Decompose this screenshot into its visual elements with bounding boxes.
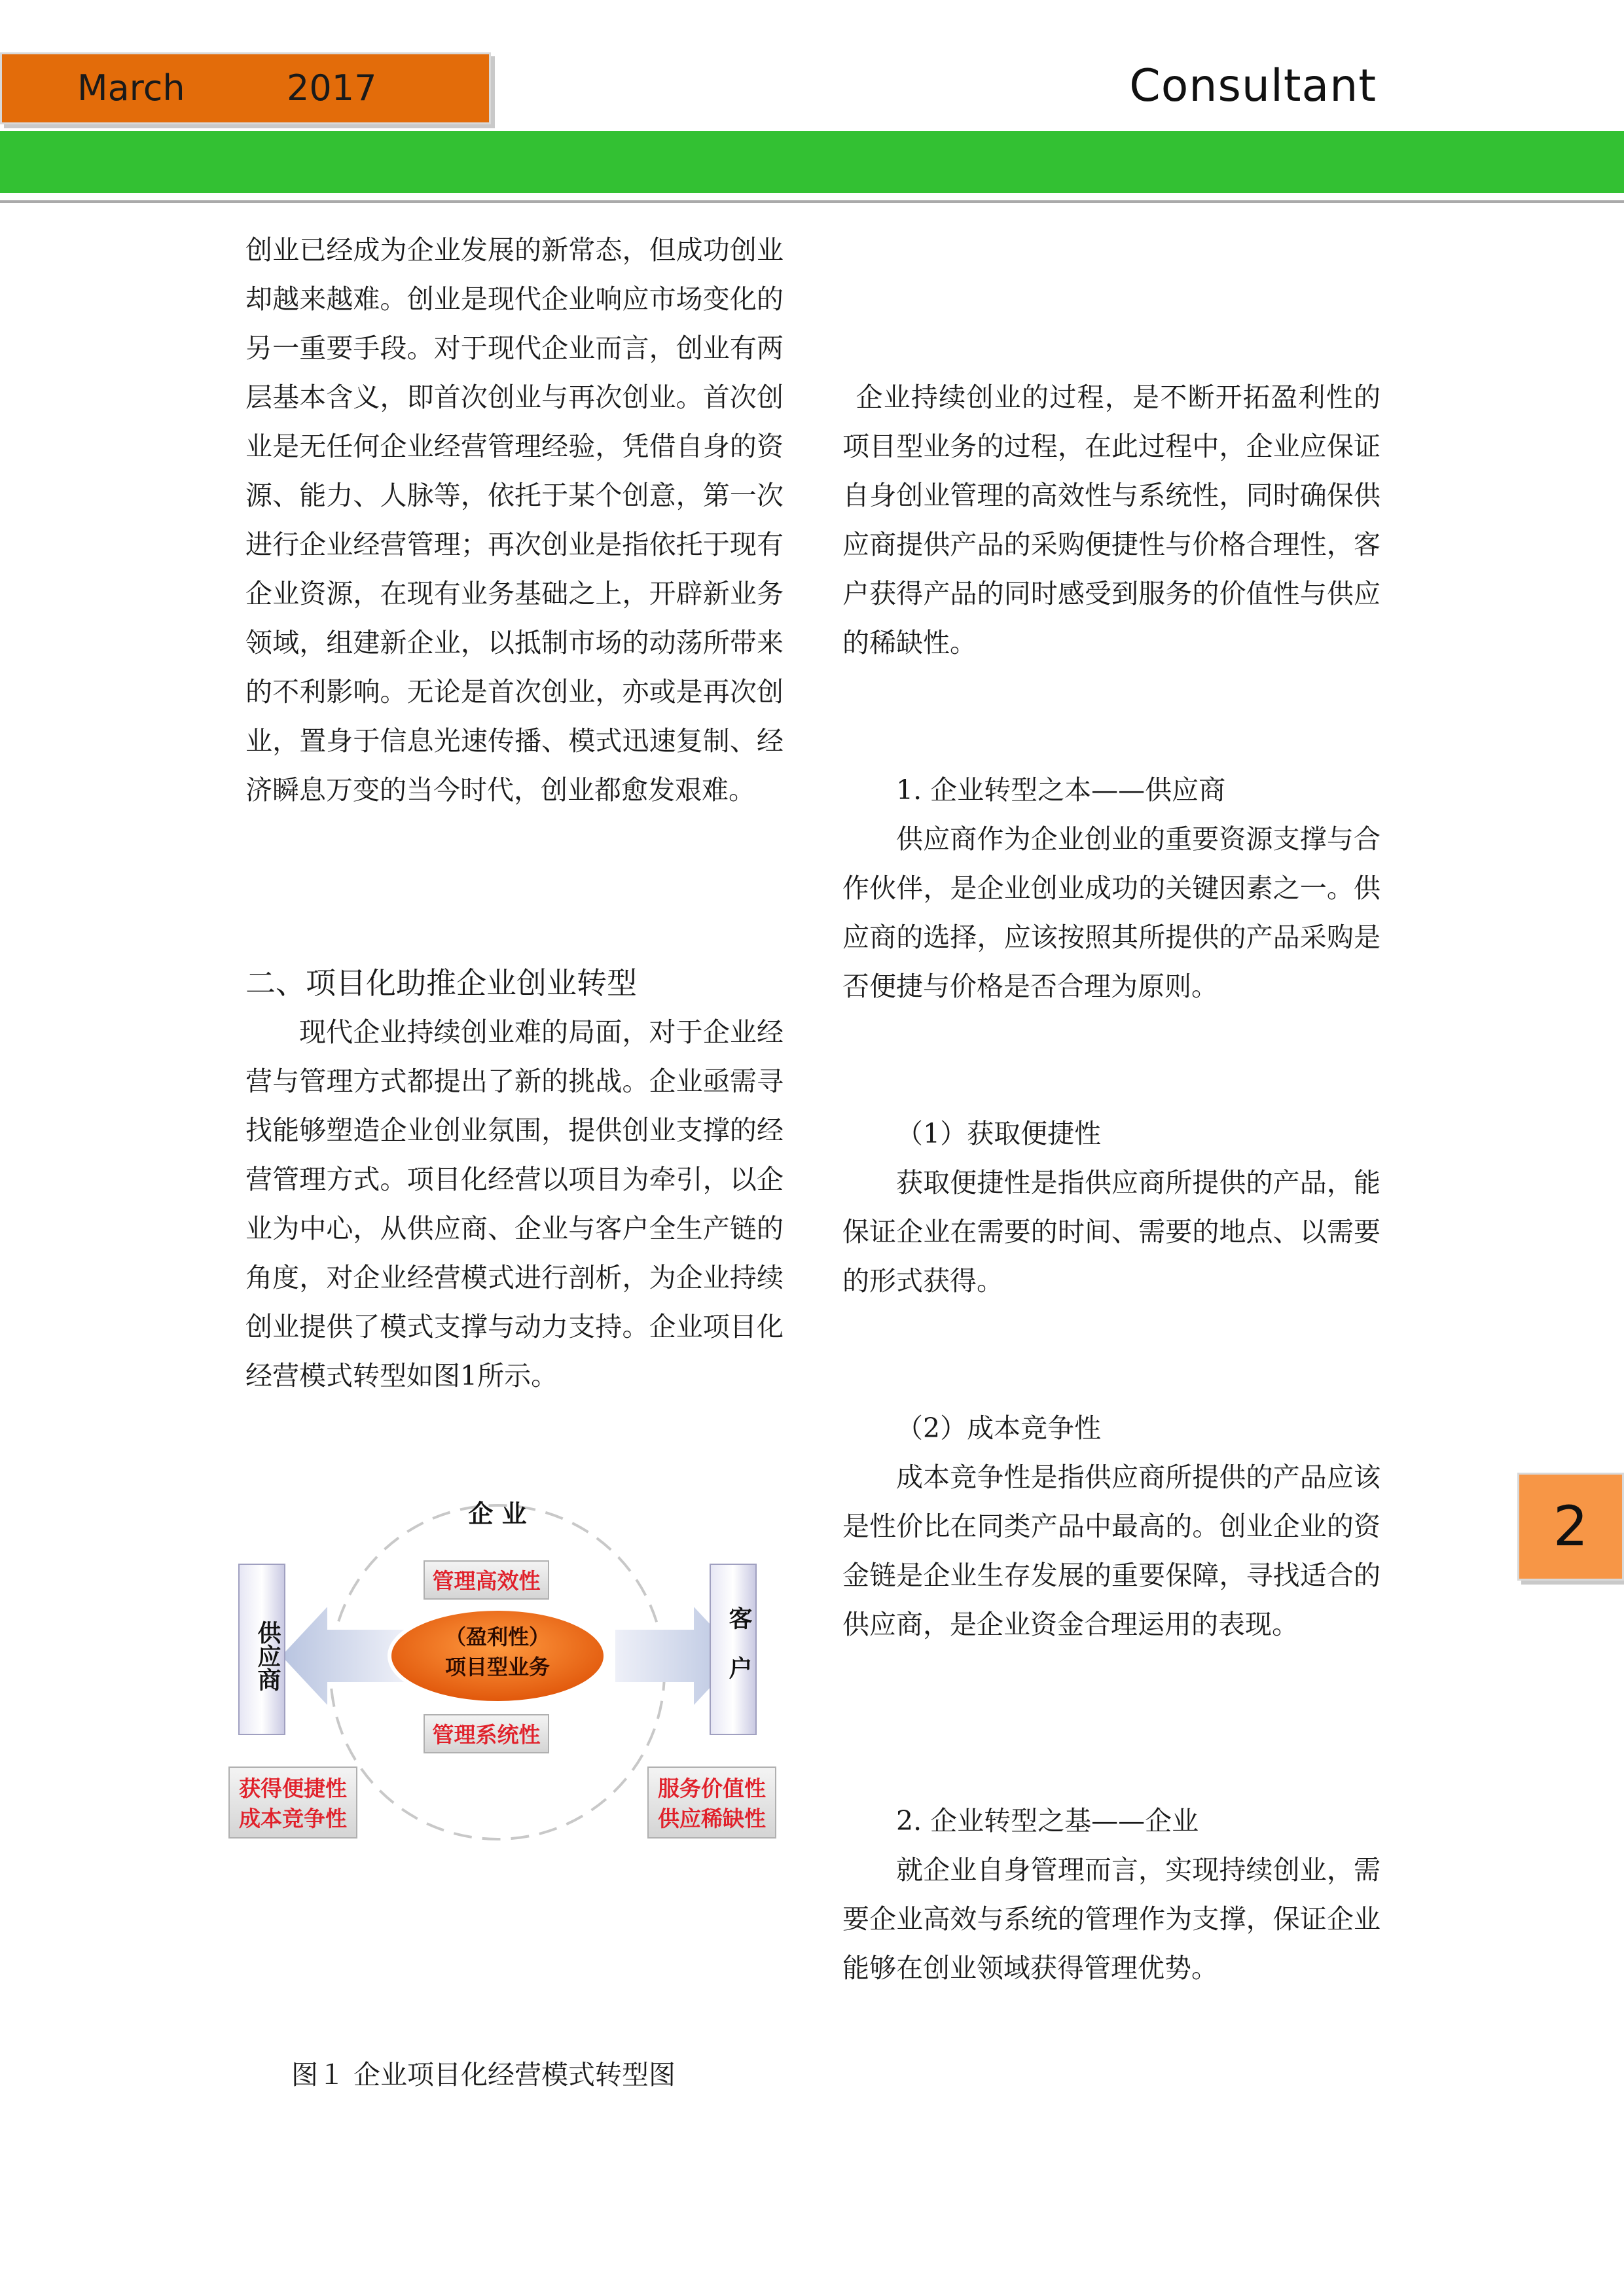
supplier-label: 供应商 bbox=[254, 1621, 281, 1691]
right-heading-4: 2. 企业转型之基——企业 bbox=[896, 1805, 1199, 1837]
mgmt-systematic-label: 管理系统性 bbox=[432, 1722, 541, 1748]
right-paragraph-4: 成本竞争性是指供应商所提供的产品应该是性价比在同类产品中最高的。创业企业的资金链是企业生存发展的重要保障，寻找适合的供应商，是企业资金合理运用的表现。 bbox=[842, 1462, 1380, 1640]
right-paragraph-2: 供应商作为企业创业的重要资源支撑与合作伙伴，是企业创业成功的关键因素之一。供应商的选择，应该按照其所提供的产品采购是否便捷与价格是否合理为原则。 bbox=[842, 823, 1380, 1002]
header-month: March bbox=[77, 67, 185, 109]
header-green-bar bbox=[0, 131, 1624, 193]
section-title: 二、项目化助推企业创业转型 bbox=[245, 965, 637, 1001]
date-tab bbox=[0, 52, 491, 124]
business-model-figure bbox=[216, 1466, 792, 1859]
mgmt-efficiency-label: 管理高效性 bbox=[432, 1568, 541, 1594]
enterprise-label: 企 业 bbox=[468, 1499, 527, 1528]
header-divider bbox=[0, 200, 1624, 203]
figure-caption: 图１ 企业项目化经营模式转型图 bbox=[291, 2059, 676, 2090]
right-paragraph-1: 企业持续创业的过程，是不断开拓盈利性的项目型业务的过程，在此过程中，企业应保证自身创业管理的高效性与系统性，同时确保供应商提供产品的采购便捷性与价格合理性，客户获得产品的同时感受到服务的价值性与供应的稀缺性。 bbox=[842, 382, 1380, 658]
arrow-to-supplier bbox=[281, 1607, 406, 1705]
page-number: 2 bbox=[1517, 1473, 1624, 1581]
right-heading-3: （2）成本竞争性 bbox=[896, 1412, 1102, 1444]
left-intro-paragraph: 创业已经成为企业发展的新常态，但成功创业却越来越难。创业是现代企业响应市场变化的另一重要手段。对于现代企业而言，创业有两层基本含义，即首次创业与再次创业。首次创业是无任何企业经营管理经验，凭借自身的资源、能力、人脉等，依托于某个创意，第一次进行企业经营管理；再次创业是指依托于现有企业资源，在现有业务基础之上，开辟新业务领域，组建新企业，以抵制市场的动荡所带来的不利影响。无论是首次创业，亦或是再次创业，置身于信息光速传播、模式迅速复制、经济瞬息万变的当今时代，创业都愈发艰难。 bbox=[245, 234, 784, 806]
header-year: 2017 bbox=[287, 67, 377, 109]
right-heading-1: 1. 企业转型之本——供应商 bbox=[896, 774, 1226, 806]
center-label: （盈利性） 项目型业务 bbox=[444, 1624, 550, 1679]
right-paragraph-5: 就企业自身管理而言，实现持续创业，需要企业高效与系统的管理作为支撑，保证企业能够在创业领域获得管理优势。 bbox=[842, 1854, 1380, 1984]
section-body-paragraph: 现代企业持续创业难的局面，对于企业经营与管理方式都提出了新的挑战。企业亟需寻找能够塑造企业创业氛围，提供创业支撑的经营管理方式。项目化经营以项目为牵引，以企业为中心，从供应商、企业与客户全生产链的角度，对企业经营模式进行剖析，为企业持续创业提供了模式支撑与动力支持。企业项目化经营模式转型如图1所示。 bbox=[245, 1016, 784, 1391]
right-paragraph-3: 获取便捷性是指供应商所提供的产品，能保证企业在需要的时间、需要的地点、以需要的形式获得。 bbox=[842, 1167, 1380, 1297]
customer-tag-label: 服务价值性 供应稀缺性 bbox=[658, 1776, 766, 1831]
supplier-tag-label: 获得便捷性 成本竞争性 bbox=[239, 1776, 347, 1831]
right-heading-2: （1）获取便捷性 bbox=[896, 1118, 1102, 1149]
customer-label: 客户 bbox=[725, 1606, 753, 1706]
brand-title: Consultant bbox=[1129, 60, 1377, 112]
